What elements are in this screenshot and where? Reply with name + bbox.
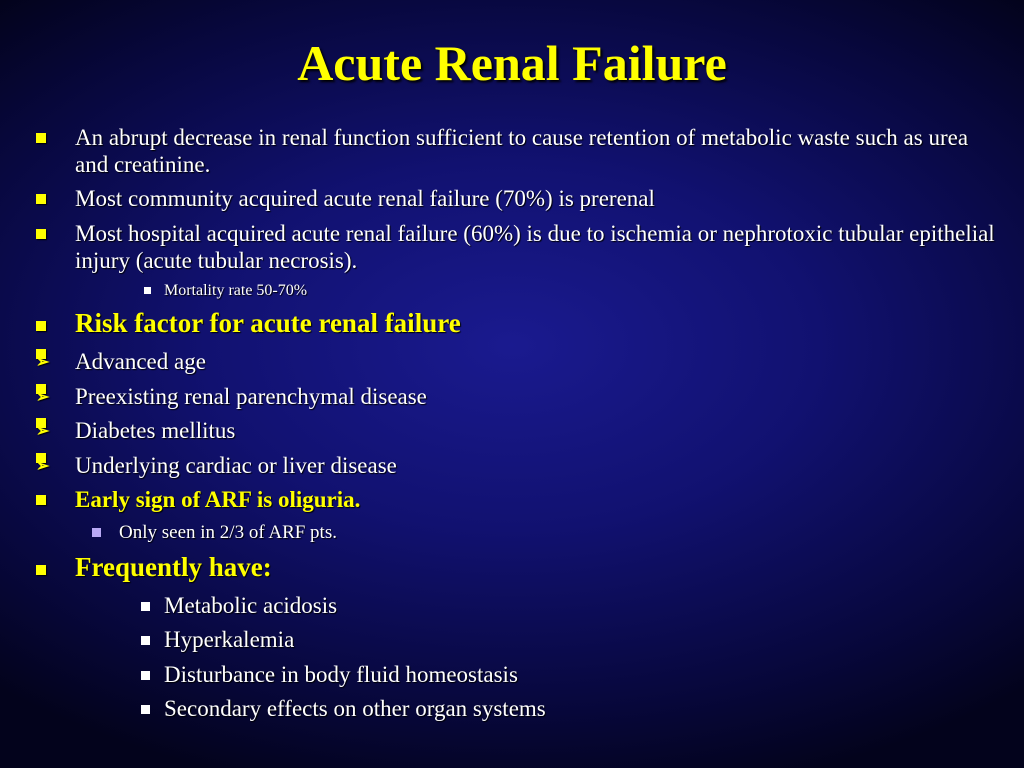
arrow-bullet-item [36,348,1005,375]
bullet-text: Most hospital acquired acute renal failure (60%) is due to ischemia or nephrotoxic tubular epithelial injury (acute tubular necrosis). [75,221,995,273]
sub-bullet-item [164,662,518,688]
square-bullet-icon [141,705,150,714]
bullet-text: Diabetes mellitus [75,418,236,443]
bullet-text: Frequently have: [75,552,272,582]
square-bullet-icon [141,602,150,611]
sub-bullet-item [119,522,337,544]
arrow-bullet-item [36,452,1005,479]
sub-bullet-item [164,627,294,653]
arrow-bullet-icon: ➢ [36,384,46,394]
sub-bullet-item [164,696,546,722]
bullet-text: Preexisting renal parenchymal disease [75,384,427,409]
square-bullet-icon [36,133,46,143]
heading-bullet-item [75,554,1005,581]
square-bullet-icon [36,229,46,239]
square-bullet-icon [92,528,101,537]
heading-bullet-item [75,310,1005,337]
bullet-text: Early sign of ARF is oliguria. [75,487,361,512]
bullet-text: Underlying cardiac or liver disease [75,453,397,478]
sub-bullet-item [164,593,337,619]
bullet-text: Most community acquired acute renal failure (70%) is prerenal [75,186,655,211]
square-bullet-icon [36,495,46,505]
heading-bullet-item [75,486,1005,513]
bullet-item [75,124,1005,178]
sub-bullet-item [164,281,307,301]
arrow-bullet-icon: ➢ [36,418,46,428]
bullet-item [75,220,1005,274]
bullet-text: Secondary effects on other organ systems [164,696,546,721]
slide-title: Acute Renal Failure [297,35,727,91]
square-bullet-icon [141,636,150,645]
bullet-text: Risk factor for acute renal failure [75,308,461,338]
square-bullet-icon [144,287,151,294]
bullet-text: Mortality rate 50-70% [164,282,308,299]
arrow-bullet-icon: ➢ [36,453,46,463]
arrow-bullet-icon: ➢ [36,349,46,359]
square-bullet-icon [36,194,46,204]
arrow-bullet-item [36,417,1005,444]
bullet-text: Disturbance in body fluid homeostasis [164,662,518,687]
bullet-item [75,185,1005,212]
square-bullet-icon [36,321,46,331]
bullet-text: Hyperkalemia [164,627,295,652]
arrow-bullet-item [36,383,1005,410]
square-bullet-icon [141,671,150,680]
bullet-text: An abrupt decrease in renal function sufficient to cause retention of metabolic waste such as urea and creatinine. [75,125,969,177]
bullet-text: Metabolic acidosis [164,593,338,618]
bullet-text: Only seen in 2/3 of ARF pts. [119,522,337,543]
square-bullet-icon [36,565,46,575]
bullet-text: Advanced age [75,349,206,374]
